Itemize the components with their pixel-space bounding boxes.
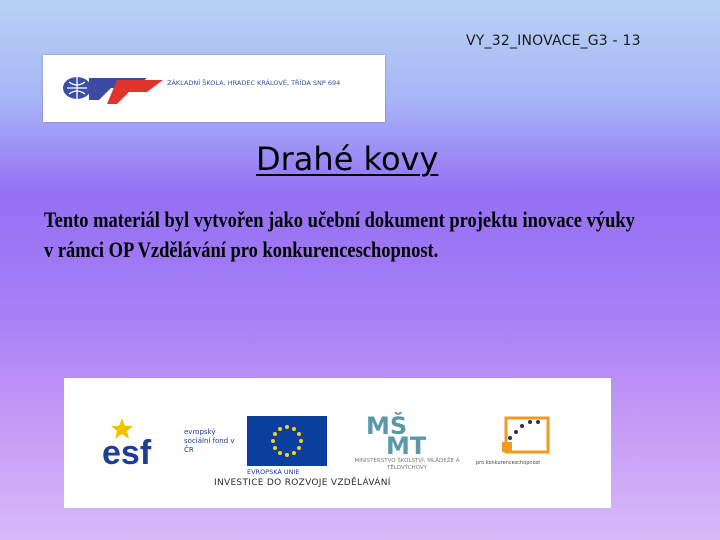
esf-logo-icon: [100, 416, 180, 468]
school-logo: [43, 55, 385, 122]
esf-text: evropský sociální fond v ČR: [184, 428, 235, 454]
opvk-logo-icon: [492, 412, 562, 458]
intro-line-2: v rámci OP Vzdělávání pro konkurenceschopnost.: [44, 237, 439, 262]
school-emblem-icon: [55, 70, 165, 106]
eu-flag-icon: [247, 416, 327, 466]
school-name: ZÁKLADNÍ ŠKOLA, HRADEC KRÁLOVÉ, TŘÍDA SNP 694: [167, 79, 341, 87]
eu-caption: EVROPSKÁ UNIE: [247, 468, 300, 476]
svg-text:MŠ: MŠ: [366, 412, 408, 440]
svg-text:MT: MT: [386, 432, 427, 458]
opvk-caption: pro konkurenceschopnost: [476, 460, 541, 466]
intro-line-1: Tento materiál byl vytvořen jako učební dokument projektu inovace výuky: [44, 207, 635, 232]
msmt-caption: MINISTERSTVO ŠKOLSTVÍ, MLÁDEŽE A TĚLOVÝCHOVY: [354, 458, 460, 471]
banner-slogan: INVESTICE DO ROZVOJE VZDĚLÁVÁNÍ: [214, 478, 391, 488]
msmt-logo-icon: [362, 412, 452, 458]
intro-text: [44, 205, 635, 265]
page-title: Drahé kovy: [256, 140, 439, 178]
document-code: VY_32_INOVACE_G3 - 13: [466, 33, 641, 49]
svg-text:esf: esf: [102, 434, 152, 468]
eu-funding-banner: [64, 378, 611, 508]
